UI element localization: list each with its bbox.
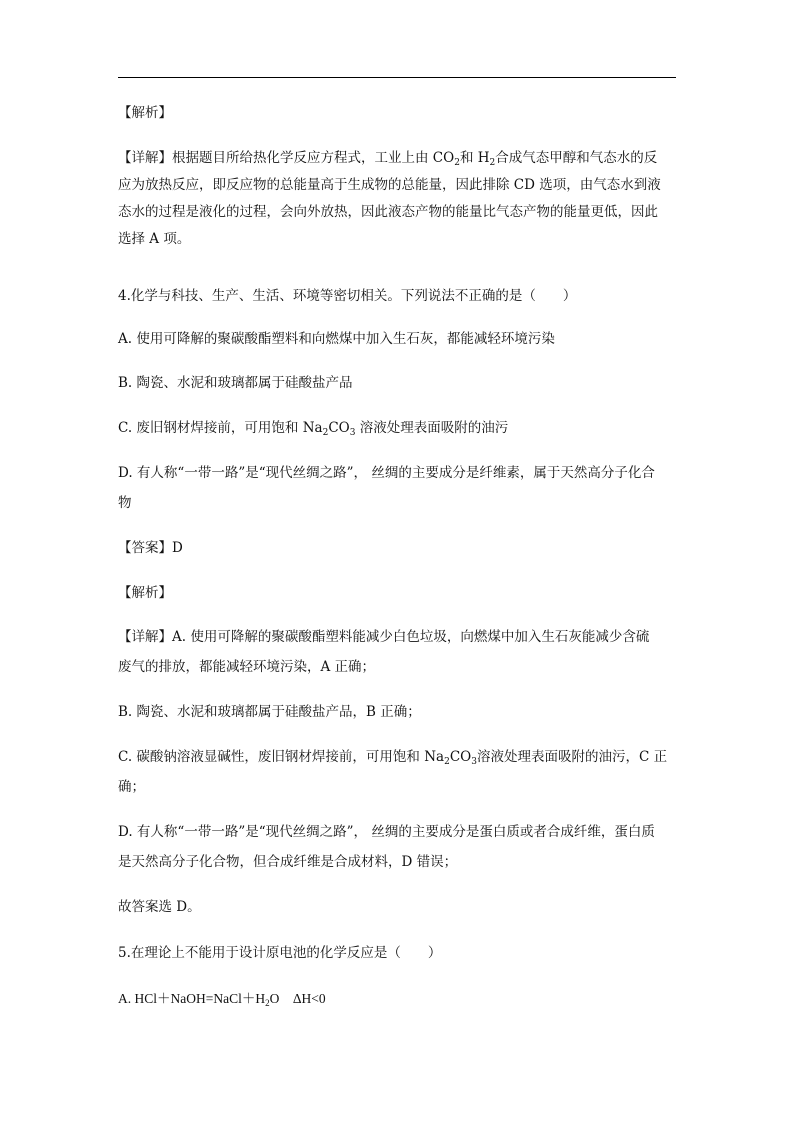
q4-option-a: A. 使用可降解的聚碳酸酯塑料和向燃煤中加入生石灰，都能减轻环境污染: [118, 331, 555, 347]
q5-option-a: A. $HCl+NaOH=NaCl+H_2O$ ΔH<0: [118, 991, 326, 1008]
q4-analysis-heading: 【解析】: [118, 585, 172, 601]
q4-detail-c-line-1: C. 碳酸钠溶液显碱性，废旧钢材焊接前，可用饱和 $Na_2CO_3$溶液处理表面吸附的油污，C 正: [118, 749, 668, 767]
header-rule: [118, 77, 676, 78]
q3-detail-line-1: 【详解】根据题目所给热化学反应方程式，工业上由 $CO_2$和 $H_2$合成气态甲醇和气态水的反: [118, 150, 658, 168]
q4-option-b: B. 陶瓷、水泥和玻璃都属于硅酸盐产品: [118, 375, 353, 391]
q3-detail-line-2: 应为放热反应，即反应物的总能量高于生成物的总能量，因此排除 CD 选项，由气态水到液: [118, 177, 661, 193]
q5-stem: 5.在理论上不能用于设计原电池的化学反应是（ ）: [118, 945, 442, 961]
q3-detail-line-4: 选择 A 项。: [118, 231, 191, 247]
q3-detail-line-3: 态水的过程是液化的过程，会向外放热，因此液态产物的能量比气态产物的能量更低，因此: [118, 204, 658, 220]
detail-tag: 【详解】: [118, 150, 172, 166]
q4-option-d-line-2: 物: [118, 495, 132, 511]
q4-option-c: C. 废旧钢材焊接前，可用饱和 $Na_2CO_3$ 溶液处理表面吸附的油污: [118, 420, 509, 438]
q4-answer: 【答案】D: [118, 540, 183, 556]
q3-analysis-heading: 【解析】: [118, 105, 172, 121]
q4-detail-b: B. 陶瓷、水泥和玻璃都属于硅酸盐产品，B 正确；: [118, 704, 421, 720]
q4-option-d-line-1: D. 有人称“一带一路”是“现代丝绸之路”， 丝绸的主要成分是纤维素，属于天然高分子化合: [118, 465, 655, 481]
q4-detail-d-line-2: 是天然高分子化合物，但合成纤维是合成材料，D 错误；: [118, 854, 458, 870]
q4-stem: 4.化学与科技、生产、生活、环境等密切相关。下列说法不正确的是（ ）: [118, 288, 577, 304]
q4-detail-d-line-1: D. 有人称“一带一路”是“现代丝绸之路”， 丝绸的主要成分是蛋白质或者合成纤维，蛋白质: [118, 824, 655, 840]
q4-conclusion: 故答案选 D。: [118, 899, 201, 915]
q4-detail-line-1: 【详解】A. 使用可降解的聚碳酸酯塑料能减少白色垃圾，向燃煤中加入生石灰能减少含硫: [118, 629, 650, 645]
q4-detail-c-line-2: 确；: [118, 779, 145, 795]
q4-detail-line-2: 废气的排放，都能减轻环境污染，A 正确；: [118, 659, 376, 675]
